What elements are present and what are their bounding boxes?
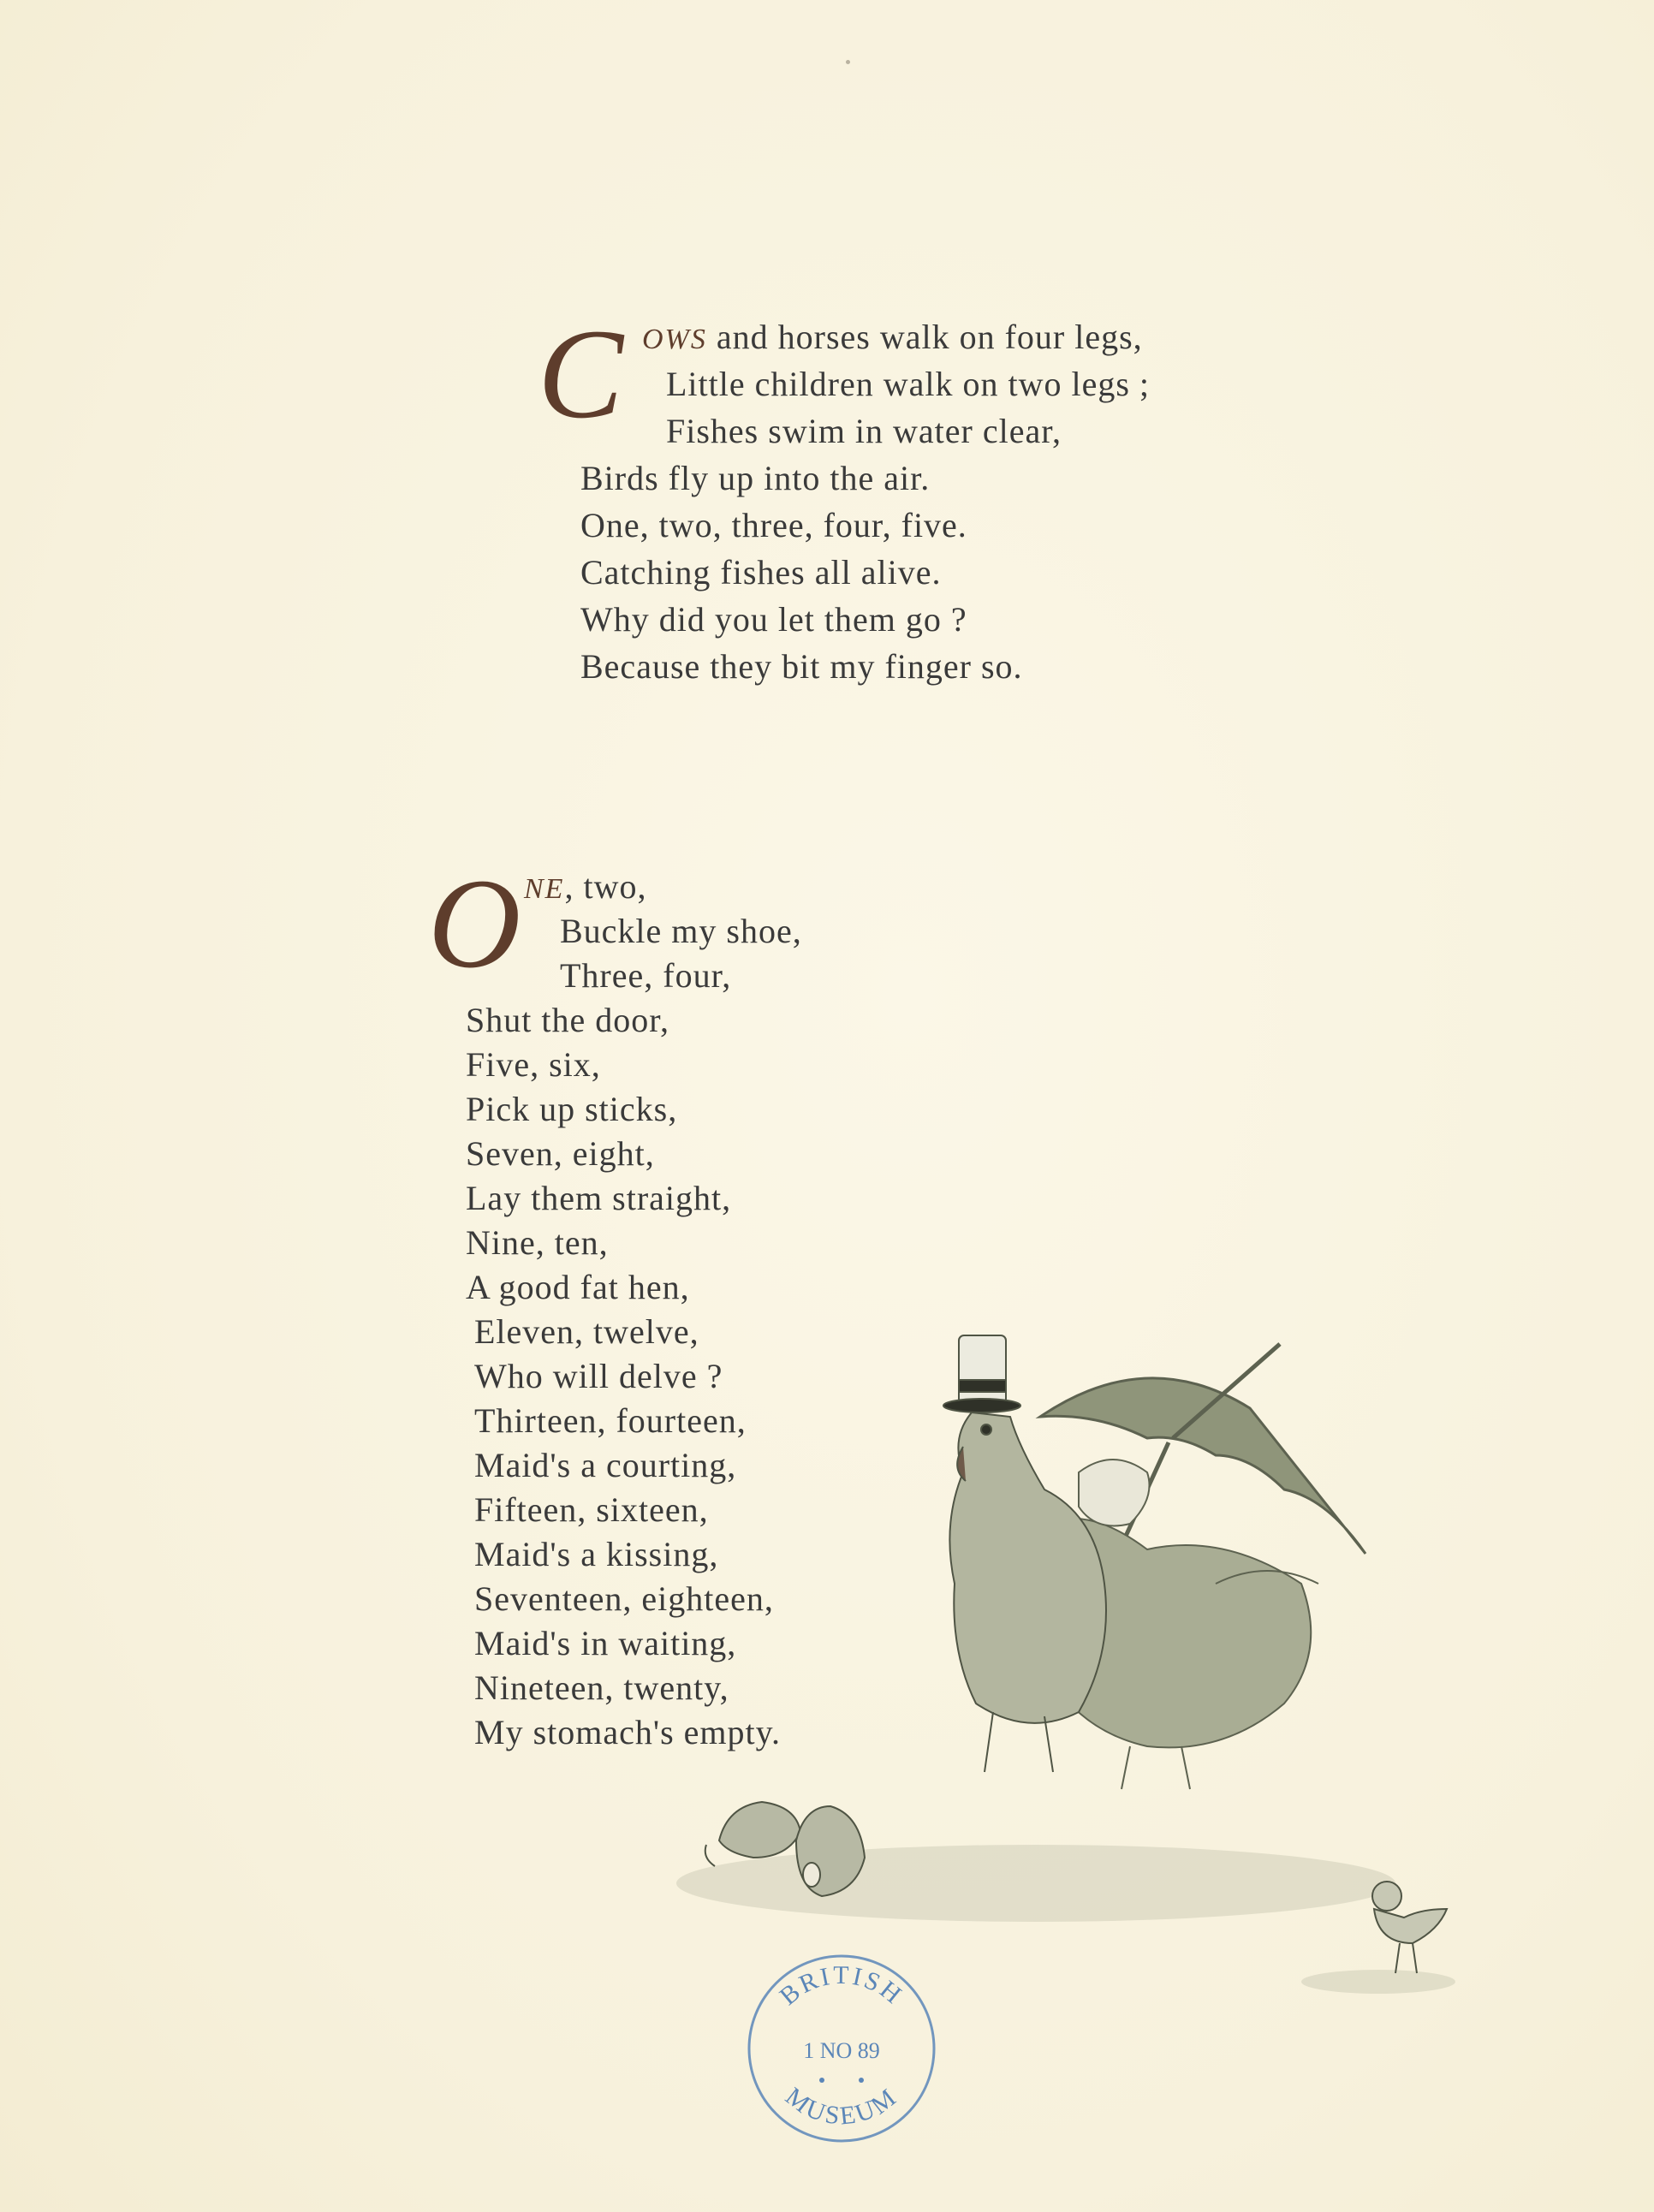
poem2-line-17: Seventeen, eighteen,: [474, 1579, 774, 1618]
dropcap-c: C: [538, 303, 625, 445]
poem1-line-7: Why did you let them go ?: [580, 600, 967, 639]
poem1-first-word: OWS: [642, 324, 707, 355]
poem2-line-20: My stomach's empty.: [474, 1713, 782, 1751]
ground-shadow-right: [1301, 1970, 1455, 1994]
poem1-first-line-rest: and horses walk on four legs,: [706, 318, 1143, 356]
chickens-umbrella-illustration: [668, 1327, 1473, 2012]
poem2-first-word: NE: [524, 873, 565, 905]
poem1-line-4: Birds fly up into the air.: [580, 459, 931, 497]
poem2-line-14: Maid's a courting,: [474, 1446, 737, 1484]
dropcap-o: O: [428, 853, 522, 995]
poem2-line-15: Fifteen, sixteen,: [474, 1490, 709, 1529]
british-museum-stamp: [745, 1952, 938, 2145]
poem1-line-3: Fishes swim in water clear,: [666, 412, 1062, 450]
poem1-line-2: Little children walk on two legs ;: [666, 365, 1150, 403]
poem1-line-5: One, two, three, four, five.: [580, 506, 967, 544]
poem1-line-6: Catching fishes all alive.: [580, 553, 942, 592]
poem2-line-1: [524, 866, 646, 910]
stamp-top-text: BRITISH: [774, 1960, 909, 2011]
poem2-line-19: Nineteen, twenty,: [474, 1668, 729, 1707]
poem2-line-13: Thirteen, fourteen,: [474, 1401, 747, 1440]
stamp-date-text: 1 NO 89: [803, 2038, 880, 2063]
poem2-line-7: Seven, eight,: [466, 1134, 655, 1173]
poem2-first-line-rest: , two,: [564, 867, 647, 906]
poem2-line-11: Eleven, twelve,: [474, 1312, 699, 1351]
poem2-line-3: Three, four,: [560, 956, 732, 995]
poem2-line-12: Who will delve ?: [474, 1357, 723, 1395]
poem2-line-6: Pick up sticks,: [466, 1090, 678, 1128]
poem2-line-18: Maid's in waiting,: [474, 1624, 737, 1662]
ground-shadow: [676, 1845, 1395, 1922]
poem2-line-5: Five, six,: [466, 1045, 601, 1084]
stamp-bottom-text: MUSEUM: [780, 2082, 903, 2131]
poem2-line-2: Buckle my shoe,: [560, 912, 802, 950]
poem2-line-8: Lay them straight,: [466, 1179, 732, 1217]
poem1-line-8: Because they bit my finger so.: [580, 647, 1023, 686]
speck: [846, 60, 850, 64]
chick-walking: [1372, 1882, 1447, 1973]
poem2-line-4: Shut the door,: [466, 1001, 669, 1039]
poem2-line-10: A good fat hen,: [466, 1268, 690, 1306]
poem2-line-16: Maid's a kissing,: [474, 1535, 719, 1573]
poem2-line-9: Nine, ten,: [466, 1223, 609, 1262]
poem1-line-1: [642, 317, 1143, 360]
